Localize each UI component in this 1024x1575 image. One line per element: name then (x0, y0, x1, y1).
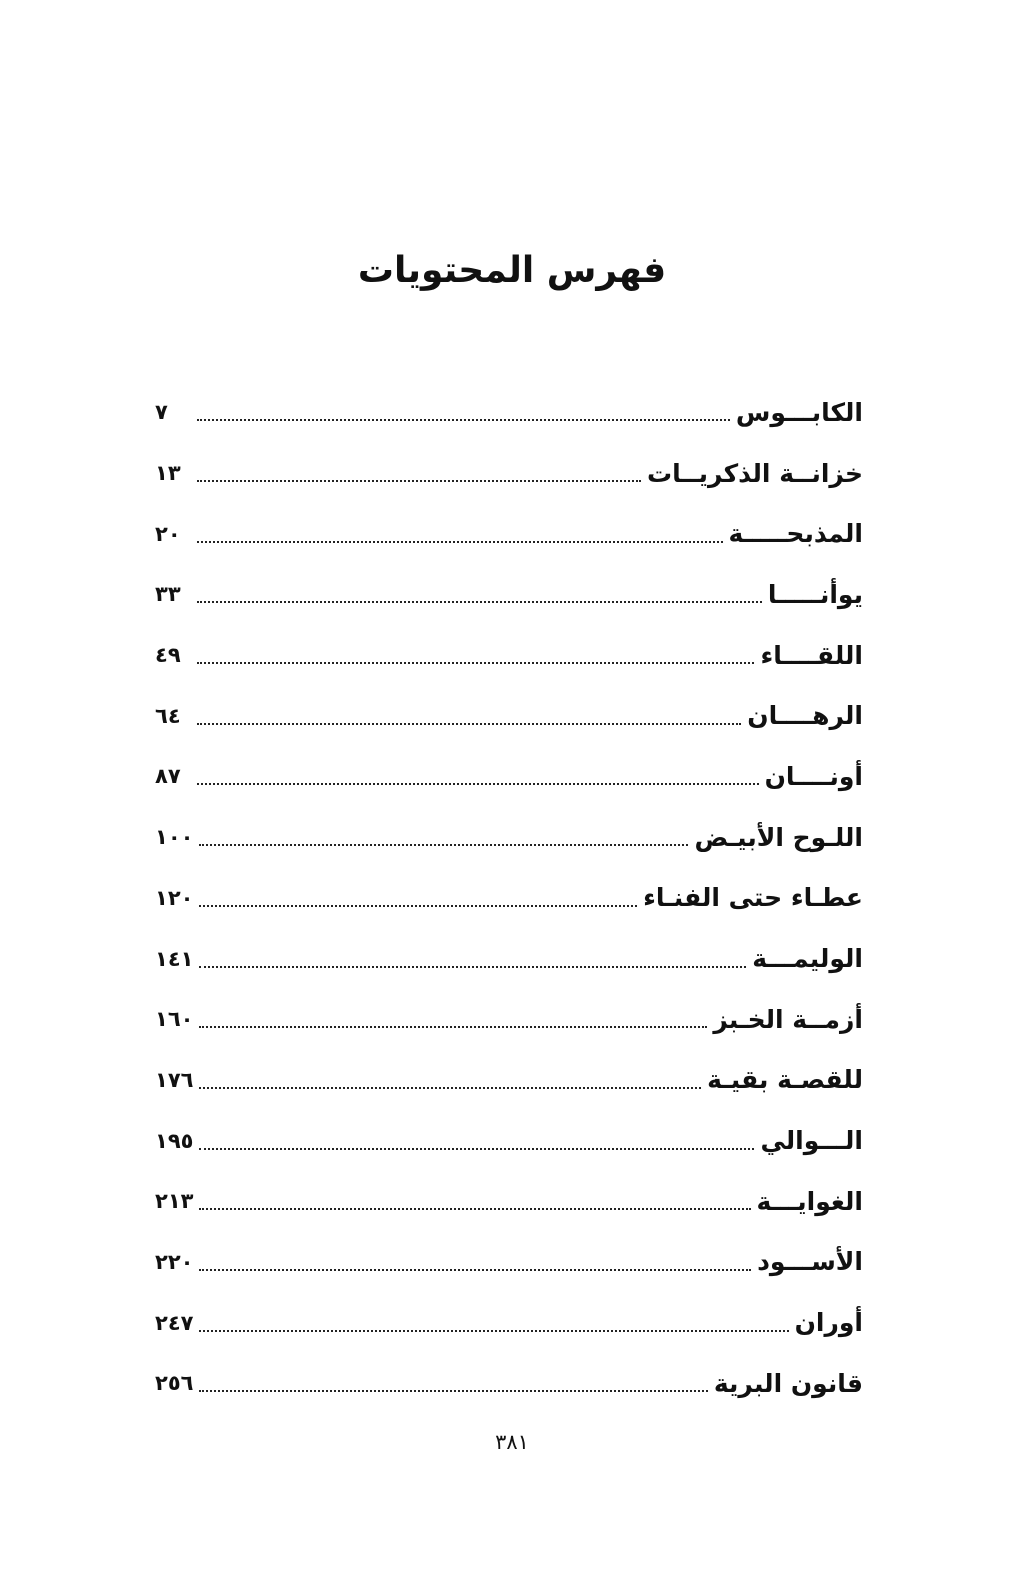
toc-entry[interactable] (155, 685, 863, 746)
toc-entry-page: ١٠٠ (155, 825, 194, 850)
toc-entry-page: ٢٥٦ (155, 1371, 194, 1396)
toc-entry-title: للقصـة بقيـة (707, 1065, 863, 1095)
toc-entry-title: أونــــان (764, 761, 863, 791)
toc-entry-page: ١٩٥ (155, 1128, 194, 1153)
dot-leader (197, 419, 730, 421)
toc-entry[interactable] (155, 564, 863, 625)
dot-leader (199, 1148, 754, 1150)
page-number: ٣٨١ (495, 1430, 529, 1454)
toc-entry-page: ٨٧ (155, 764, 181, 789)
toc-entry[interactable] (155, 1050, 863, 1111)
dot-leader (197, 662, 754, 664)
toc-entry-title: الغوايـــة (756, 1186, 863, 1216)
toc-entry-title: قانون البرية (713, 1368, 863, 1398)
toc-entry-page: ٢٠ (155, 521, 181, 546)
dot-leader (197, 541, 723, 543)
toc-entry-title: خزانــة الذكريــات (647, 458, 863, 488)
toc-entry-title: الوليمـــة (752, 944, 863, 974)
dot-leader (197, 783, 759, 785)
dot-leader (199, 966, 746, 968)
toc-entry-page: ٢٤٧ (155, 1310, 194, 1335)
toc-entry-title: الأســـود (757, 1247, 863, 1277)
toc-entry-page: ١٢٠ (155, 885, 194, 910)
toc-entry-page: ١٦٠ (155, 1007, 194, 1032)
toc-entry-title: أوران (794, 1308, 863, 1338)
toc-entry[interactable] (155, 503, 863, 564)
toc-entry-page: ٦٤ (155, 703, 181, 728)
toc-entry-page: ٤٩ (155, 643, 181, 668)
toc-entry-page: ١٤١ (155, 946, 194, 971)
dot-leader (199, 1390, 707, 1392)
toc-entry-page: ٧ (155, 400, 168, 425)
page-title: فهرس المحتويات (357, 250, 667, 291)
toc-entry[interactable] (155, 1171, 863, 1232)
toc-entry[interactable] (155, 1353, 863, 1414)
toc-entry[interactable] (155, 625, 863, 686)
toc-entry[interactable] (155, 1110, 863, 1171)
toc-entry[interactable] (155, 928, 863, 989)
toc-entry[interactable] (155, 868, 863, 929)
dot-leader (197, 601, 762, 603)
toc-entry-title: اللقــــاء (760, 640, 863, 670)
toc-entry-title: أزمــة الخـبز (713, 1004, 863, 1034)
dot-leader (199, 1330, 788, 1332)
toc-entry-title: الرهــــان (747, 701, 863, 731)
dot-leader (199, 1026, 707, 1028)
toc-entry-title: عطـاء حتى الفنـاء (643, 883, 863, 913)
dot-leader (197, 723, 741, 725)
table-of-contents (155, 382, 863, 1414)
dot-leader (199, 905, 637, 907)
dot-leader (197, 480, 641, 482)
dot-leader (199, 1208, 750, 1210)
toc-entry-page: ١٣ (155, 461, 181, 486)
toc-entry[interactable] (155, 807, 863, 868)
toc-entry-title: المذبحـــــة (728, 519, 863, 549)
dot-leader (199, 1269, 751, 1271)
toc-entry-title: الكابـــوس (735, 397, 863, 427)
toc-entry[interactable] (155, 382, 863, 443)
toc-entry-page: ٣٣ (155, 582, 181, 607)
toc-entry-title: اللـوح الأبيـض (694, 822, 863, 852)
toc-entry-title: يوأنـــــا (767, 579, 863, 609)
toc-entry-page: ٢٢٠ (155, 1249, 194, 1274)
toc-entry[interactable] (155, 1232, 863, 1293)
toc-entry[interactable] (155, 746, 863, 807)
toc-entry[interactable] (155, 443, 863, 504)
dot-leader (199, 844, 688, 846)
toc-entry[interactable] (155, 989, 863, 1050)
toc-entry-title: الـــوالي (760, 1126, 863, 1156)
dot-leader (199, 1087, 701, 1089)
toc-entry-page: ١٧٦ (155, 1067, 194, 1092)
toc-entry-page: ٢١٣ (155, 1189, 194, 1214)
toc-entry[interactable] (155, 1292, 863, 1353)
